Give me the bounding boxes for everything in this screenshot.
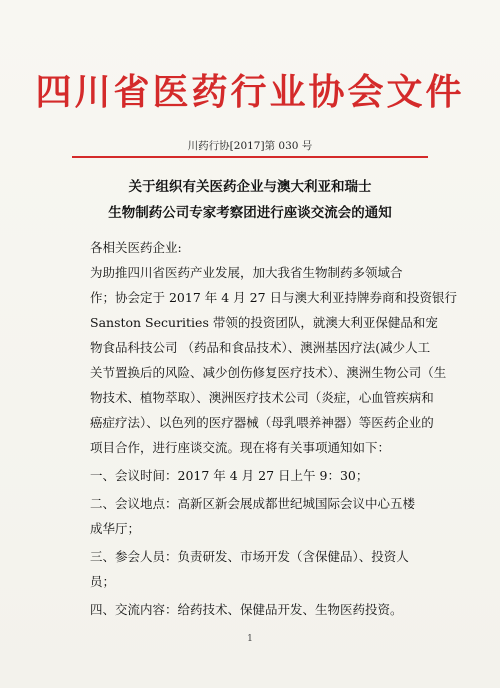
salutation: 各相关医药企业: [90, 240, 182, 255]
body-line: 项目合作，进行座谈交流。现在将有关事项通知如下： [90, 440, 391, 455]
body-line: 成华厅； [90, 521, 141, 536]
page-number: 1 [247, 634, 253, 644]
subject-line-1: 关于组织有关医药企业与澳大利亚和瑞士 [128, 179, 372, 195]
body-line: 物技术、植物萃取）、澳洲医疗技术公司（炎症，心血管疾病和 [90, 390, 434, 405]
body-line: 一、会议时间：2017 年 4 月 27 日上午 9：30； [90, 468, 369, 483]
body-line: 为助推四川省医药产业发展，加大我省生物制药多领域合 [90, 265, 403, 280]
body-line: 员； [90, 574, 116, 589]
body-line: 关节置换后的风险、减少创伤修复医疗技术）、澳洲生物公司（生 [90, 365, 447, 380]
body-line: 癌症疗法）、以色列的医疗器械（母乳喂养神器）等医药企业的 [90, 415, 434, 430]
doc-number: 川药行协[2017]第 030 号 [187, 140, 313, 152]
body-line: 物食品科技公司 （药品和食品技术）、澳洲基因疗法(减少人工 [90, 340, 431, 355]
subject-line-2: 生物制药公司专家考察团进行座谈交流会的通知 [108, 205, 392, 221]
red-divider [72, 156, 428, 158]
body-line: 四、交流内容：给药技术、保健品开发、生物医药投资。 [90, 602, 403, 617]
body-line: Sanston Securities 带领的投资团队，就澳大利亚保健品和宠 [90, 315, 438, 330]
body-line: 作；协会定于 2017 年 4 月 27 日与澳大利亚持牌券商和投资银行 [90, 290, 458, 305]
org-title: 四川省医药行业协会文件 [35, 71, 465, 113]
body-line: 三、参会人员：负责研发、市场开发（含保健品）、投资人 [90, 549, 409, 564]
body-line: 二、会议地点：高新区新会展成都世纪城国际会议中心五楼 [90, 496, 416, 511]
